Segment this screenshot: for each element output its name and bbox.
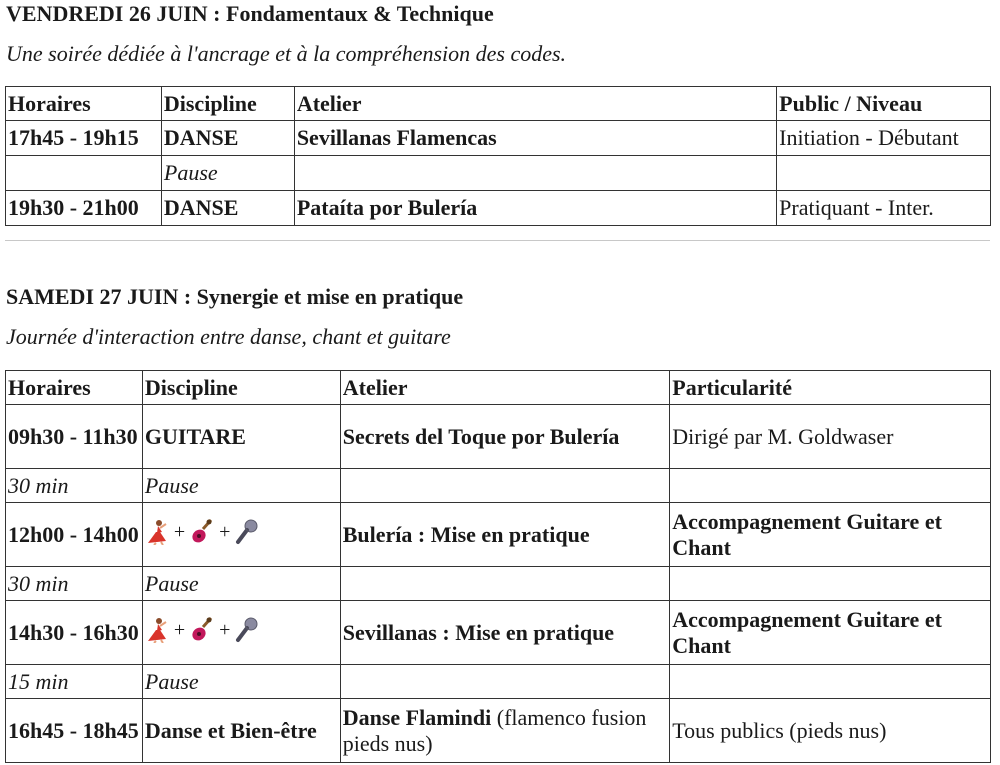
header-atelier: Atelier: [294, 87, 776, 121]
atelier-cell: [340, 469, 670, 503]
time-cell: 16h45 - 18h45: [6, 699, 143, 763]
header-horaires: Horaires: [6, 371, 143, 405]
particularite-cell: [670, 665, 991, 699]
saturday-title: SAMEDI 27 JUIN : Synergie et mise en pratique: [6, 284, 464, 309]
table-row: [6, 699, 991, 763]
time-cell: 19h30 - 21h00: [6, 191, 162, 226]
plus-sign: +: [219, 520, 231, 543]
table-header-row: [6, 371, 991, 405]
atelier-detail: (flamenco fusion pieds nus): [342, 704, 647, 756]
table-header-row: [6, 87, 991, 121]
atelier-title: Danse Flamindi: [342, 704, 492, 730]
friday-title: VENDREDI 26 JUIN : Fondamentaux & Technique: [6, 1, 494, 26]
atelier-cell: [294, 156, 776, 191]
discipline-icons: [145, 617, 260, 643]
atelier-cell: Pataíta por Bulería: [294, 191, 776, 226]
particularite-cell: [670, 469, 991, 503]
microphone-icon: [235, 519, 259, 545]
particularite-cell: Tous publics (pieds nus): [670, 699, 991, 763]
table-row: [6, 405, 991, 469]
particularite-cell: Dirigé par M. Goldwaser: [670, 405, 991, 469]
discipline-cell: DANSE: [161, 191, 294, 226]
saturday-table: [5, 370, 991, 763]
table-row: [6, 567, 991, 601]
table-row: [6, 469, 991, 503]
discipline-cell: [142, 503, 340, 567]
time-cell: 30 min: [6, 567, 143, 601]
guitar-icon: [190, 519, 214, 545]
discipline-cell: GUITARE: [142, 405, 340, 469]
guitar-icon: [190, 617, 214, 643]
discipline-cell: [142, 601, 340, 665]
time-cell: 14h30 - 16h30: [6, 601, 143, 665]
particularite-cell: Accompagnement Guitare et Chant: [670, 601, 991, 665]
discipline-cell: Danse et Bien-être: [142, 699, 340, 763]
table-row: [6, 191, 991, 226]
dancer-icon: [145, 617, 169, 643]
discipline-cell: Pause: [142, 567, 340, 601]
header-particularite: Particularité: [670, 371, 991, 405]
discipline-cell: DANSE: [161, 121, 294, 156]
section-divider: [5, 240, 990, 241]
time-cell: 15 min: [6, 665, 143, 699]
public-cell: Initiation - Débutant: [777, 121, 991, 156]
saturday-subtitle: Journée d'interaction entre danse, chant et guitare: [6, 324, 451, 349]
atelier-cell: [340, 567, 670, 601]
friday-table: [5, 86, 991, 226]
header-discipline: Discipline: [161, 87, 294, 121]
table-row: [6, 156, 991, 191]
table-row: [6, 665, 991, 699]
header-horaires: Horaires: [6, 87, 162, 121]
atelier-cell: Bulería : Mise en pratique: [340, 503, 670, 567]
header-public: Public / Niveau: [777, 87, 991, 121]
table-row: [6, 503, 991, 567]
particularite-cell: Accompagnement Guitare et Chant: [670, 503, 991, 567]
particularite-cell: [670, 567, 991, 601]
header-discipline: Discipline: [142, 371, 340, 405]
atelier-cell: [340, 665, 670, 699]
header-atelier: Atelier: [340, 371, 670, 405]
friday-subtitle: Une soirée dédiée à l'ancrage et à la compréhension des codes.: [6, 41, 567, 66]
discipline-icons: [145, 519, 260, 545]
public-cell: [777, 156, 991, 191]
time-cell: 30 min: [6, 469, 143, 503]
table-row: [6, 121, 991, 156]
plus-sign: +: [219, 618, 231, 641]
discipline-cell: Pause: [142, 469, 340, 503]
time-cell: 12h00 - 14h00: [6, 503, 143, 567]
time-cell: 09h30 - 11h30: [6, 405, 143, 469]
discipline-cell: Pause: [161, 156, 294, 191]
plus-sign: +: [173, 520, 186, 543]
atelier-cell: Secrets del Toque por Bulería: [340, 405, 670, 469]
microphone-icon: [235, 617, 259, 643]
time-cell: [6, 156, 162, 191]
time-cell: 17h45 - 19h15: [6, 121, 162, 156]
dancer-icon: [145, 519, 169, 545]
discipline-cell: Pause: [142, 665, 340, 699]
atelier-cell: [340, 699, 670, 763]
public-cell: Pratiquant - Inter.: [777, 191, 991, 226]
atelier-cell: Sevillanas Flamencas: [294, 121, 776, 156]
atelier-cell: Sevillanas : Mise en pratique: [340, 601, 670, 665]
plus-sign: +: [173, 618, 186, 641]
table-row: [6, 601, 991, 665]
